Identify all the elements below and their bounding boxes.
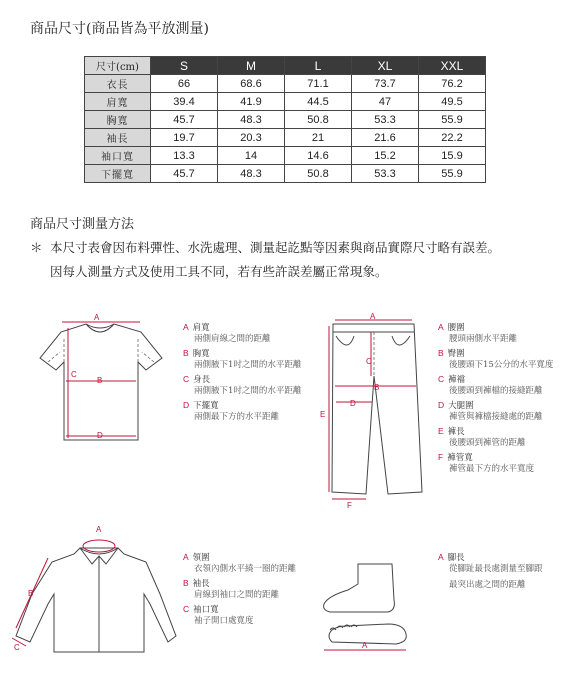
list-item: B 胸寬 兩側腋下1吋之間的水平距離 bbox=[183, 348, 302, 370]
row-label: 胸寬 bbox=[85, 111, 151, 129]
pants-label-a: A bbox=[370, 312, 376, 321]
table-cell: 55.9 bbox=[419, 165, 486, 183]
list-item: C 身長 兩側腋下1吋之間的水平距離 bbox=[183, 374, 302, 396]
table-cell: 50.8 bbox=[285, 165, 352, 183]
table-cell: 13.3 bbox=[151, 147, 218, 165]
pants-label-f: F bbox=[347, 501, 352, 510]
list-item: A 領圍 衣領內側水平繞一圈的距離 bbox=[183, 552, 297, 574]
list-item: A 腰圍 腰頭兩側水平距離 bbox=[438, 322, 518, 344]
table-cell: 39.4 bbox=[151, 93, 218, 111]
list-item: D 下擺寬 兩側最下方的水平距離 bbox=[183, 400, 280, 422]
table-cell: 45.7 bbox=[151, 165, 218, 183]
tshirt-label-c: C bbox=[71, 370, 77, 379]
row-label: 袖長 bbox=[85, 129, 151, 147]
table-cell: 71.1 bbox=[285, 75, 352, 93]
shirt-label-a: A bbox=[96, 525, 102, 534]
size-table-header-row bbox=[85, 57, 486, 75]
table-row bbox=[85, 165, 486, 183]
foot-diagram bbox=[318, 560, 418, 660]
pants-label-d: D bbox=[350, 399, 356, 408]
foot-legend bbox=[438, 552, 543, 594]
page-title: 商品尺寸(商品皆為平放測量) bbox=[30, 21, 209, 37]
table-cell: 14.6 bbox=[285, 147, 352, 165]
table-cell: 21.6 bbox=[352, 129, 419, 147]
list-item: C 袖口寬 袖子開口處寬度 bbox=[183, 604, 254, 626]
row-label: 肩寬 bbox=[85, 93, 151, 111]
table-cell: 45.7 bbox=[151, 111, 218, 129]
pants-label-b: B bbox=[374, 383, 380, 392]
list-item: D 大腿圍 褲管與褲檔接縫處的距離 bbox=[438, 400, 543, 422]
note-line-2: 因每人測量方式及使用工具不同，若有些許誤差屬正常現象。 bbox=[50, 264, 388, 279]
table-cell: 15.2 bbox=[352, 147, 419, 165]
table-cell: 20.3 bbox=[218, 129, 285, 147]
size-col-s: S bbox=[151, 57, 218, 75]
row-label: 下擺寬 bbox=[85, 165, 151, 183]
table-cell: 41.9 bbox=[218, 93, 285, 111]
pants-legend bbox=[438, 322, 553, 478]
pants-label-c: C bbox=[366, 357, 372, 366]
table-cell: 48.3 bbox=[218, 165, 285, 183]
table-cell: 22.2 bbox=[419, 129, 486, 147]
list-item: F 褲管寬 褲管最下方的水平寬度 bbox=[438, 452, 535, 474]
tshirt-diagram bbox=[38, 312, 168, 447]
note-line-1: 本尺寸表會因布料彈性、水洗處理、測量起訖點等因素與商品實際尺寸略有誤差。 bbox=[50, 240, 501, 255]
table-cell: 44.5 bbox=[285, 93, 352, 111]
table-row bbox=[85, 93, 486, 111]
size-table bbox=[84, 56, 486, 183]
tshirt-label-d: D bbox=[97, 431, 103, 440]
measurement-note bbox=[30, 236, 500, 284]
list-item: E 褲長 後腰頭到褲管的距離 bbox=[438, 426, 526, 448]
table-cell: 19.7 bbox=[151, 129, 218, 147]
pants-diagram bbox=[318, 314, 428, 509]
table-cell: 21 bbox=[285, 129, 352, 147]
table-cell: 53.3 bbox=[352, 111, 419, 129]
method-title: 商品尺寸測量方法 bbox=[30, 217, 135, 232]
table-cell: 73.7 bbox=[352, 75, 419, 93]
table-cell: 15.9 bbox=[419, 147, 486, 165]
shirt-label-c: C bbox=[14, 643, 20, 652]
size-col-xxl: XXL bbox=[419, 57, 486, 75]
table-cell: 53.3 bbox=[352, 165, 419, 183]
table-row bbox=[85, 111, 486, 129]
shirt-label-b: B bbox=[28, 589, 34, 598]
list-item: A 腳長 從腳趾最長處測量至腳跟 最突出處之間的距離 bbox=[438, 552, 543, 590]
table-cell: 68.6 bbox=[218, 75, 285, 93]
table-cell: 50.8 bbox=[285, 111, 352, 129]
shirt-diagram bbox=[8, 524, 178, 654]
table-cell: 47 bbox=[352, 93, 419, 111]
table-row bbox=[85, 147, 486, 165]
list-item: B 袖長 肩線到袖口之間的距離 bbox=[183, 578, 280, 600]
tshirt-legend bbox=[183, 322, 301, 426]
list-item: A 肩寬 兩側肩線之間的距離 bbox=[183, 322, 271, 344]
pants-label-e: E bbox=[320, 410, 326, 419]
tshirt-label-a: A bbox=[94, 313, 100, 322]
size-col-m: M bbox=[218, 57, 285, 75]
row-label: 袖口寬 bbox=[85, 147, 151, 165]
size-table-corner: 尺寸(cm) bbox=[85, 57, 151, 75]
size-col-xl: XL bbox=[352, 57, 419, 75]
row-label: 衣長 bbox=[85, 75, 151, 93]
list-item: C 褲襠 後腰頭到褲檔的接縫距離 bbox=[438, 374, 543, 396]
table-cell: 66 bbox=[151, 75, 218, 93]
list-item: B 臀圍 後腰頭下15公分的水平寬度 bbox=[438, 348, 554, 370]
shirt-legend bbox=[183, 552, 296, 630]
table-cell: 48.3 bbox=[218, 111, 285, 129]
table-cell: 76.2 bbox=[419, 75, 486, 93]
tshirt-label-b: B bbox=[97, 376, 103, 385]
table-cell: 55.9 bbox=[419, 111, 486, 129]
table-cell: 49.5 bbox=[419, 93, 486, 111]
table-row bbox=[85, 129, 486, 147]
size-col-l: L bbox=[285, 57, 352, 75]
table-cell: 14 bbox=[218, 147, 285, 165]
asterisk-icon: ＊ bbox=[30, 240, 43, 255]
foot-label-a: A bbox=[362, 641, 368, 650]
table-row bbox=[85, 75, 486, 93]
